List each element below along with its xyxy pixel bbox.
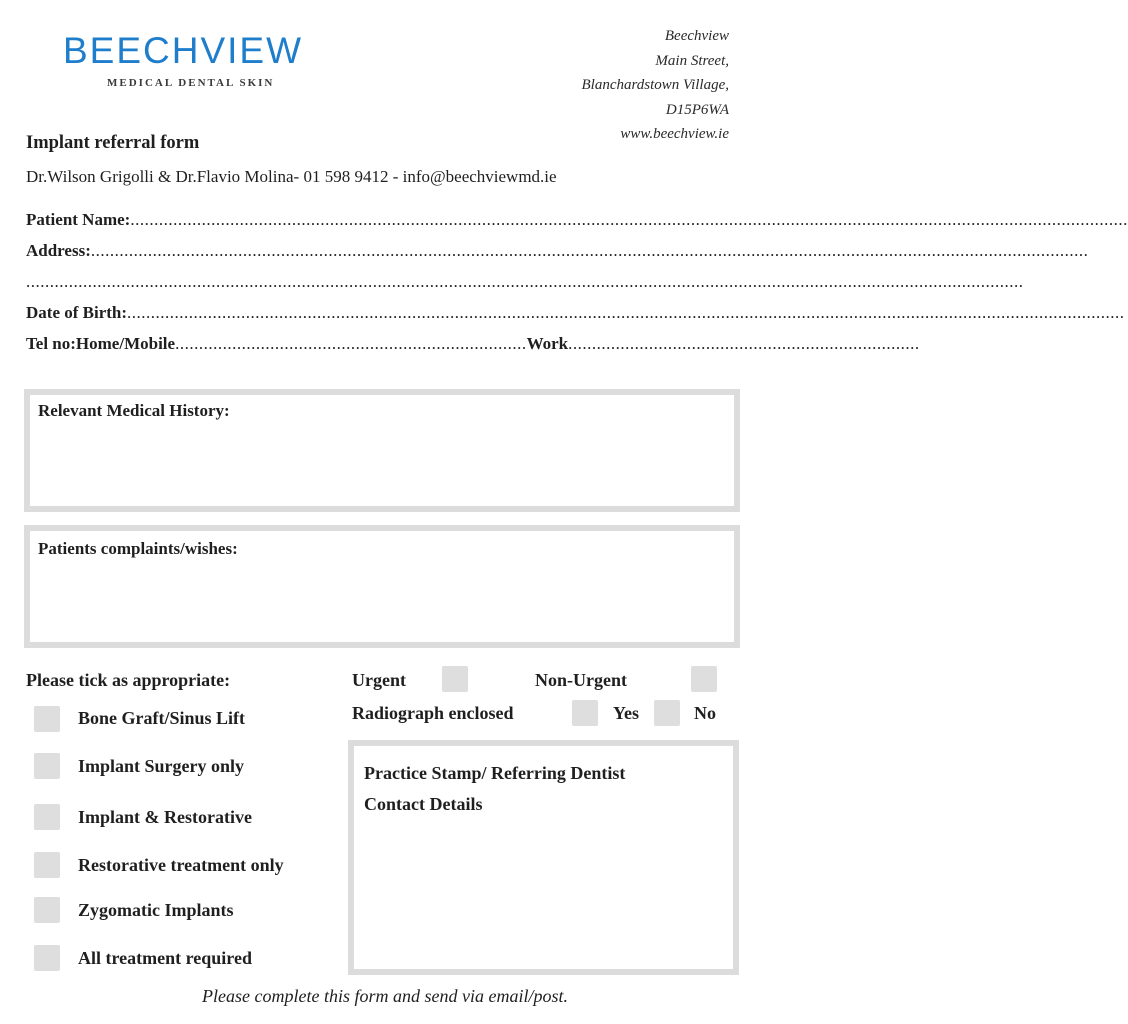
radiograph-no-checkbox[interactable]	[654, 700, 680, 726]
treatment-option-label: All treatment required	[78, 948, 252, 968]
implant-surgery-checkbox[interactable]	[34, 753, 60, 779]
tel-label: Tel no:	[26, 334, 76, 353]
practice-stamp-line-1: Practice Stamp/ Referring Dentist	[364, 763, 626, 783]
zygomatic-checkbox[interactable]	[34, 897, 60, 923]
home-mobile-label: Home/Mobile	[75, 334, 176, 353]
treatment-option-label: Bone Graft/Sinus Lift	[78, 708, 246, 728]
complaints-label: Patients complaints/wishes:	[38, 539, 238, 558]
non-urgent-label: Non-Urgent	[535, 670, 627, 690]
dob-field[interactable]	[26, 303, 1125, 323]
implant-restorative-checkbox[interactable]	[34, 804, 60, 830]
address-line: Main Street,	[655, 52, 729, 69]
treatment-option-label: Restorative treatment only	[78, 855, 284, 875]
medical-history-label: Relevant Medical History:	[38, 401, 230, 420]
work-input-line[interactable]: ..........................................................................	[568, 334, 920, 353]
address-line: Blanchardstown Village,	[581, 77, 729, 93]
treatment-option-label: Implant & Restorative	[78, 807, 252, 827]
radiograph-yes-checkbox[interactable]	[572, 700, 598, 726]
tel-field[interactable]	[26, 334, 920, 354]
patient-name-field[interactable]	[26, 210, 1128, 230]
clinic-address	[582, 24, 730, 147]
address-input-line[interactable]: ..................................................................................................................................................................................................................	[90, 241, 1089, 260]
treatment-option-label: Zygomatic Implants	[78, 900, 234, 920]
patient-name-input-line[interactable]: ..................................................................................................................................................................................................................	[130, 210, 1128, 229]
work-label: Work	[526, 334, 569, 353]
urgent-label: Urgent	[352, 670, 406, 690]
home-mobile-input-line[interactable]: ..........................................................................	[175, 334, 527, 353]
radiograph-label: Radiograph enclosed	[352, 703, 514, 723]
address-label: Address:	[26, 241, 91, 260]
address-line: Beechview	[664, 28, 729, 44]
complaints-box[interactable]	[24, 525, 740, 648]
practice-stamp-line-2: Contact Details	[364, 794, 483, 814]
address-input-line-2[interactable]: ..................................................................................................................................................................................................................	[26, 272, 1024, 291]
all-treatment-checkbox[interactable]	[34, 945, 60, 971]
practice-stamp-label	[364, 758, 625, 820]
address-website: www.beechview.ie	[620, 126, 729, 142]
non-urgent-checkbox[interactable]	[691, 666, 717, 692]
radiograph-no-label: No	[694, 703, 716, 723]
form-title: Implant referral form	[26, 133, 200, 153]
radiograph-yes-label: Yes	[613, 703, 639, 723]
tick-heading: Please tick as appropriate:	[26, 670, 231, 690]
urgent-checkbox[interactable]	[442, 666, 468, 692]
dob-input-line[interactable]: ..................................................................................................................................................................................................................	[127, 303, 1125, 322]
address-field-line-2[interactable]	[26, 272, 1024, 292]
doctors-contact: Dr.Wilson Grigolli & Dr.Flavio Molina- 01 598 9412 - info@beechviewmd.ie	[26, 167, 557, 186]
restorative-only-checkbox[interactable]	[34, 852, 60, 878]
dob-label: Date of Birth:	[26, 303, 128, 322]
practice-stamp-box[interactable]	[348, 740, 739, 975]
bone-graft-checkbox[interactable]	[34, 706, 60, 732]
address-field[interactable]	[26, 241, 1089, 261]
address-line: D15P6WA	[665, 101, 729, 118]
footer-instruction: Please complete this form and send via email/post.	[202, 986, 568, 1006]
brand-logo: BEECHVIEW	[63, 30, 304, 71]
patient-name-label: Patient Name:	[26, 210, 131, 229]
brand-tagline: MEDICAL DENTAL SKIN	[107, 77, 275, 89]
medical-history-box[interactable]	[24, 389, 740, 512]
treatment-option-label: Implant Surgery only	[78, 756, 245, 776]
